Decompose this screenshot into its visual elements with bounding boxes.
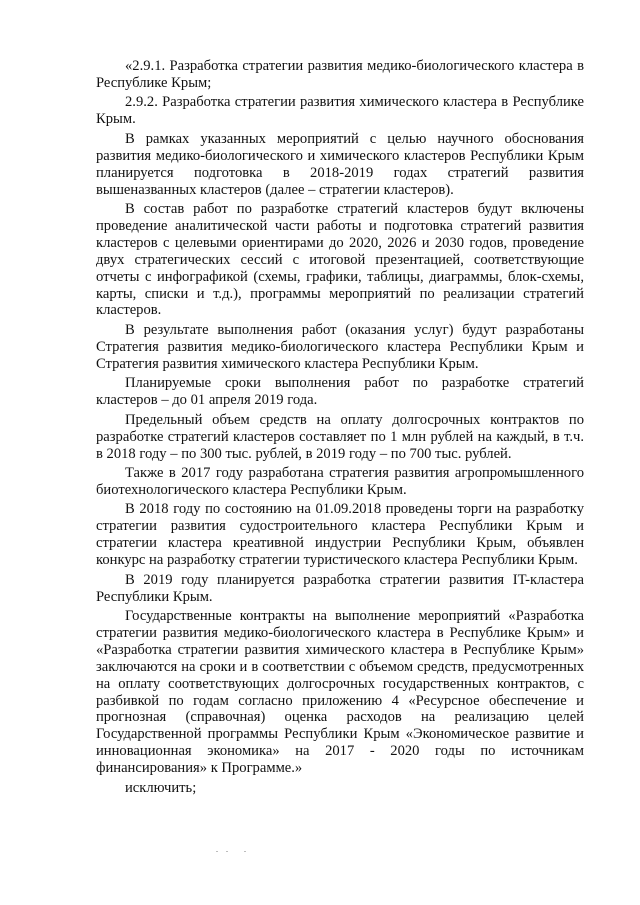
paragraph-state-contracts: Государственные контракты на выполнение мероприятий «Разработка стратегии развития медико-биологического кластера в Республике Крым» и «Разработка стратегии развития химического кластера в Республике Крым» заключаются на сроки и в соответствии с объемом средств, предусмотренных на оплату соответствующих долгосрочных государственных контрактов, с разбивкой по годам согласно приложению 4 «Ресурсное обеспечение и прогнозная (справочная) оценка расходов на реализацию целей Государственной программы Республики Крым «Экономическое развитие и инновационная экономика» на 2017 - 2020 годы по источникам финансирования» к Программе.» (96, 608, 584, 777)
paragraph-it-cluster: В 2019 году планируется разработка стратегии развития IT-кластера Республики Крым. (96, 571, 584, 605)
scan-artifact (244, 851, 246, 852)
paragraph-2018-tenders: В 2018 году по состоянию на 01.09.2018 проведены торги на разработку стратегии развития судостроительного кластера Республики Крым и стратегии кластера креативной индустрии Республики Крым, объявлен конкурс на разработку стратегии туристического кластера Республики Крым. (96, 501, 584, 569)
paragraph-2-9-1: «2.9.1. Разработка стратегии развития медико-биологического кластера в Республике Крым; (96, 58, 584, 91)
paragraph-agro-cluster: Также в 2017 году разработана стратегия развития агропромышленного биотехнологического кластера Республики Крым. (96, 465, 584, 498)
scan-artifact (226, 851, 228, 852)
paragraph-budget: Предельный объем средств на оплату долгосрочных контрактов по разработке стратегий кластеров составляет по 1 млн рублей на каждый, в т.ч. в 2018 году – по 300 тыс. рублей, в 2019 году – по 700 тыс. рублей. (96, 411, 584, 462)
scan-artifact (216, 851, 218, 852)
document-body (96, 58, 584, 797)
paragraph-expected-results: В результате выполнения работ (оказания услуг) будут разработаны Стратегия развития медико-биологического кластера Республики Крым и Стратегия развития химического кластера Республики Крым. (96, 321, 584, 372)
paragraph-exclude: исключить; (125, 779, 197, 796)
paragraph-scope-of-work: В состав работ по разработке стратегий кластеров будут включены проведение аналитической части работы и подготовка стратегий развития кластеров с целевыми ориентирами до 2020, 2026 и 2030 годов, проведение двух стратегических сессий с итоговой презентацией, соответствующие отчеты с инфографикой (схемы, графики, таблицы, диаграммы, блок-схемы, карты, списки и т.д.), программы мероприятий по реализации стратегий кластеров. (96, 201, 584, 319)
paragraph-2-9-2: 2.9.2. Разработка стратегии развития химического кластера в Республике Крым. (96, 94, 584, 128)
paragraph-deadline: Планируемые сроки выполнения работ по разработке стратегий кластеров – до 01 апреля 2019 года. (96, 375, 584, 409)
paragraph-strategy-preparation: В рамках указанных мероприятий с целью научного обоснования развития медико-биологического и химического кластеров Республики Крым планируется подготовка в 2018-2019 годах стратегий развития вышеназванных кластеров (далее – стратегии кластеров). (96, 130, 584, 198)
